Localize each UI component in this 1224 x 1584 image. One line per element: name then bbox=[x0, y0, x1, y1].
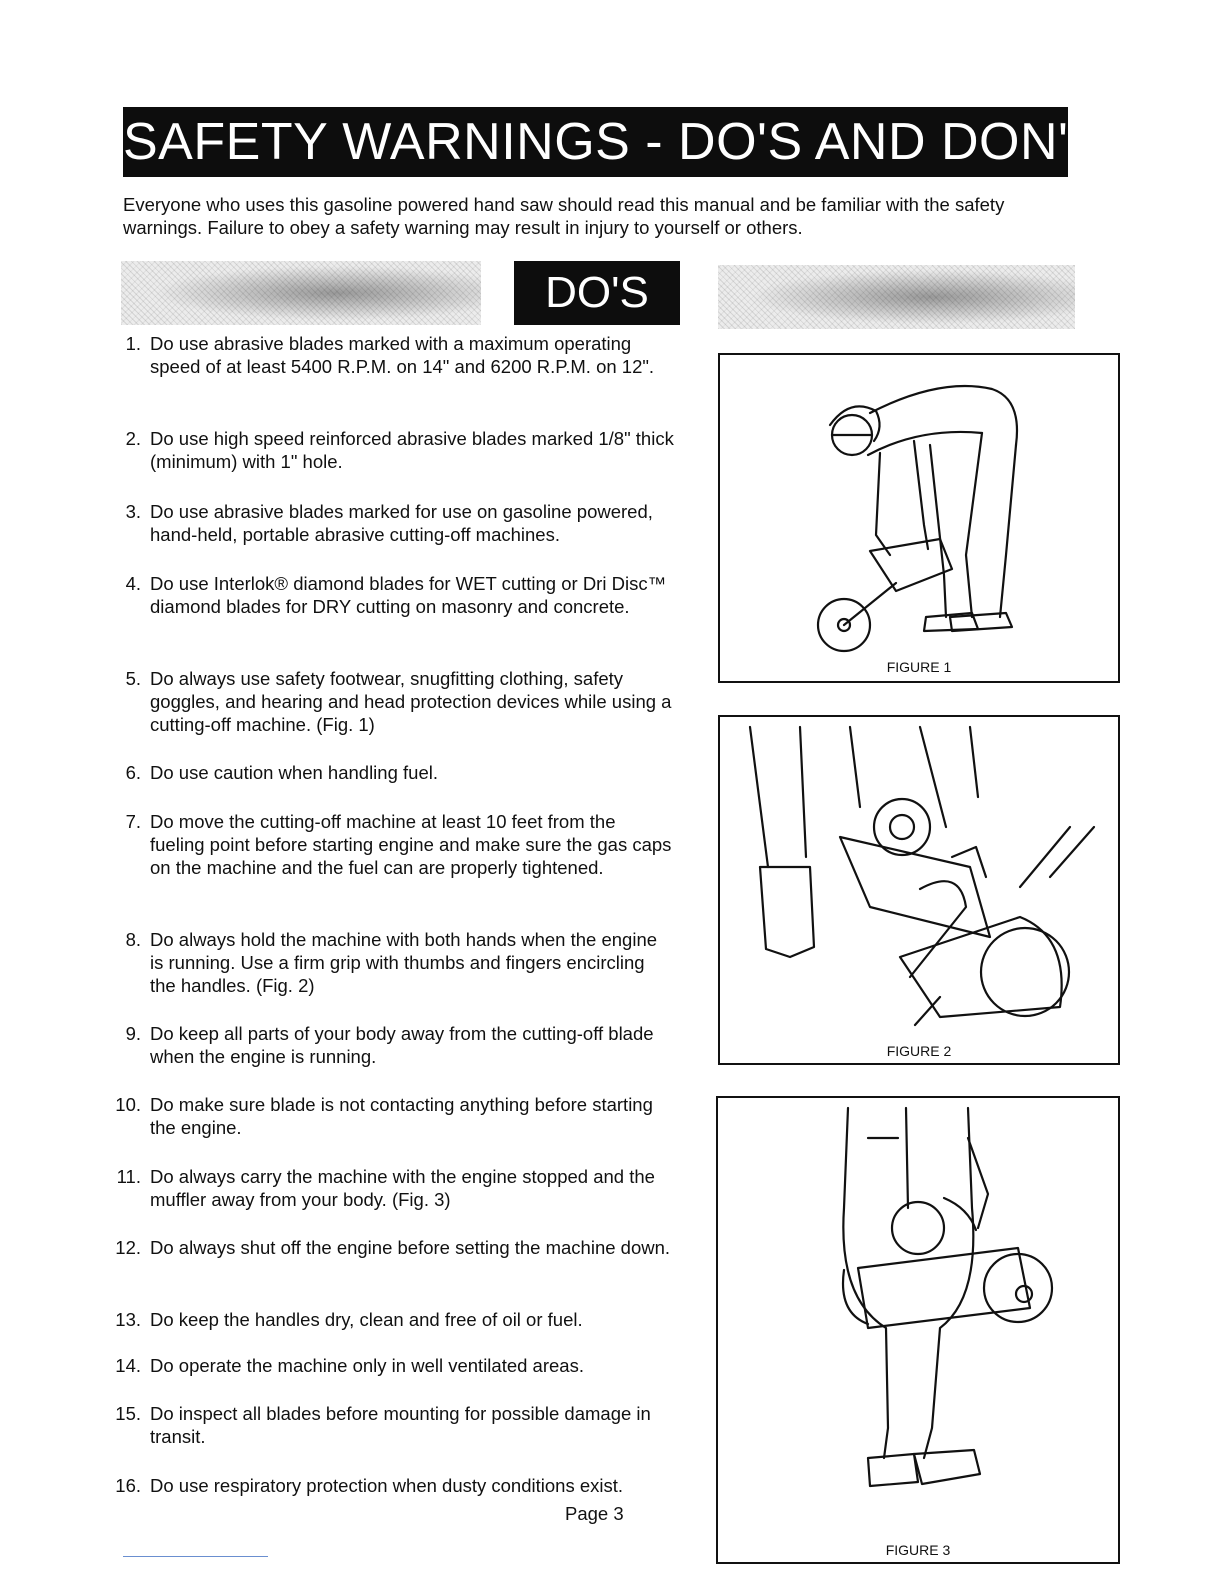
item-number: 14. bbox=[115, 1355, 141, 1376]
item-number: 13. bbox=[115, 1309, 141, 1330]
item-number: 8. bbox=[125, 929, 141, 950]
item-text: Do use abrasive blades marked with a maximum operating speed of at least 5400 R.P.M. on 14" and 6200 R.P.M. on 12". bbox=[150, 333, 655, 377]
figure-1 bbox=[718, 353, 1120, 683]
item-number: 6. bbox=[125, 762, 141, 783]
item-text: Do inspect all blades before mounting for possible damage in transit. bbox=[150, 1403, 651, 1447]
item-number: 5. bbox=[125, 668, 141, 689]
figure-caption: FIGURE 1 bbox=[886, 659, 952, 675]
item-text: Do use respiratory protection when dusty conditions exist. bbox=[150, 1475, 624, 1496]
item-text: Do operate the machine only in well ventilated areas. bbox=[150, 1355, 584, 1376]
page-number: Page 3 bbox=[565, 1503, 624, 1524]
item-text: Do always shut off the engine before setting the machine down. bbox=[150, 1237, 671, 1258]
figure-caption: FIGURE 3 bbox=[885, 1542, 951, 1558]
item-text: Do keep the handles dry, clean and free of oil or fuel. bbox=[150, 1309, 583, 1330]
figure-3-illustration bbox=[718, 1098, 1118, 1538]
decorative-hatch-right bbox=[718, 265, 1075, 329]
section-heading-dos: DO'S bbox=[514, 261, 680, 325]
item-number: 16. bbox=[115, 1475, 141, 1496]
decorative-hatch-left bbox=[121, 261, 481, 325]
page-title: SAFETY WARNINGS - DO'S AND DON'TS bbox=[123, 107, 1068, 177]
item-text: Do use abrasive blades marked for use on gasoline powered, hand-held, portable abrasive cutting-off machines. bbox=[150, 501, 653, 545]
intro-paragraph: Everyone who uses this gasoline powered hand saw should read this manual and be familiar with the safety warnings. Failure to obey a safety warning may result in injury to yourself or others. bbox=[123, 194, 1005, 238]
item-number: 2. bbox=[125, 428, 141, 449]
figure-1-illustration bbox=[720, 355, 1118, 655]
figure-2 bbox=[718, 715, 1120, 1065]
item-number: 1. bbox=[125, 333, 141, 354]
item-text: Do use high speed reinforced abrasive blades marked 1/8" thick (minimum) with 1" hole. bbox=[150, 428, 674, 472]
item-number: 4. bbox=[125, 573, 141, 594]
item-text: Do keep all parts of your body away from the cutting-off blade when the engine is running. bbox=[150, 1023, 654, 1067]
figure-2-illustration bbox=[720, 717, 1118, 1039]
item-number: 15. bbox=[115, 1403, 141, 1424]
item-number: 10. bbox=[115, 1094, 141, 1115]
item-text: Do use Interlok® diamond blades for WET cutting or Dri Disc™ diamond blades for DRY cutting on masonry and concrete. bbox=[150, 573, 667, 617]
item-number: 12. bbox=[115, 1237, 141, 1258]
item-text: Do always carry the machine with the engine stopped and the muffler away from your body. (Fig. 3) bbox=[150, 1166, 655, 1210]
item-number: 3. bbox=[125, 501, 141, 522]
item-number: 7. bbox=[125, 811, 141, 832]
item-text: Do move the cutting-off machine at least 10 feet from the fueling point before starting engine and make sure the gas caps on the machine and the fuel can are properly tightened. bbox=[150, 811, 672, 878]
item-text: Do make sure blade is not contacting anything before starting the engine. bbox=[150, 1094, 653, 1138]
footer-rule bbox=[123, 1556, 268, 1557]
figure-3 bbox=[716, 1096, 1120, 1564]
figure-caption: FIGURE 2 bbox=[886, 1043, 952, 1059]
item-number: 9. bbox=[125, 1023, 141, 1044]
item-text: Do use caution when handling fuel. bbox=[150, 762, 438, 783]
item-number: 11. bbox=[116, 1166, 141, 1187]
item-text: Do always hold the machine with both hands when the engine is running. Use a firm grip with thumbs and fingers encircling the handles. (Fig. 2) bbox=[150, 929, 658, 996]
item-text: Do always use safety footwear, snugfitting clothing, safety goggles, and hearing and head protection devices while using a cutting-off machine. (Fig. 1) bbox=[150, 668, 672, 735]
